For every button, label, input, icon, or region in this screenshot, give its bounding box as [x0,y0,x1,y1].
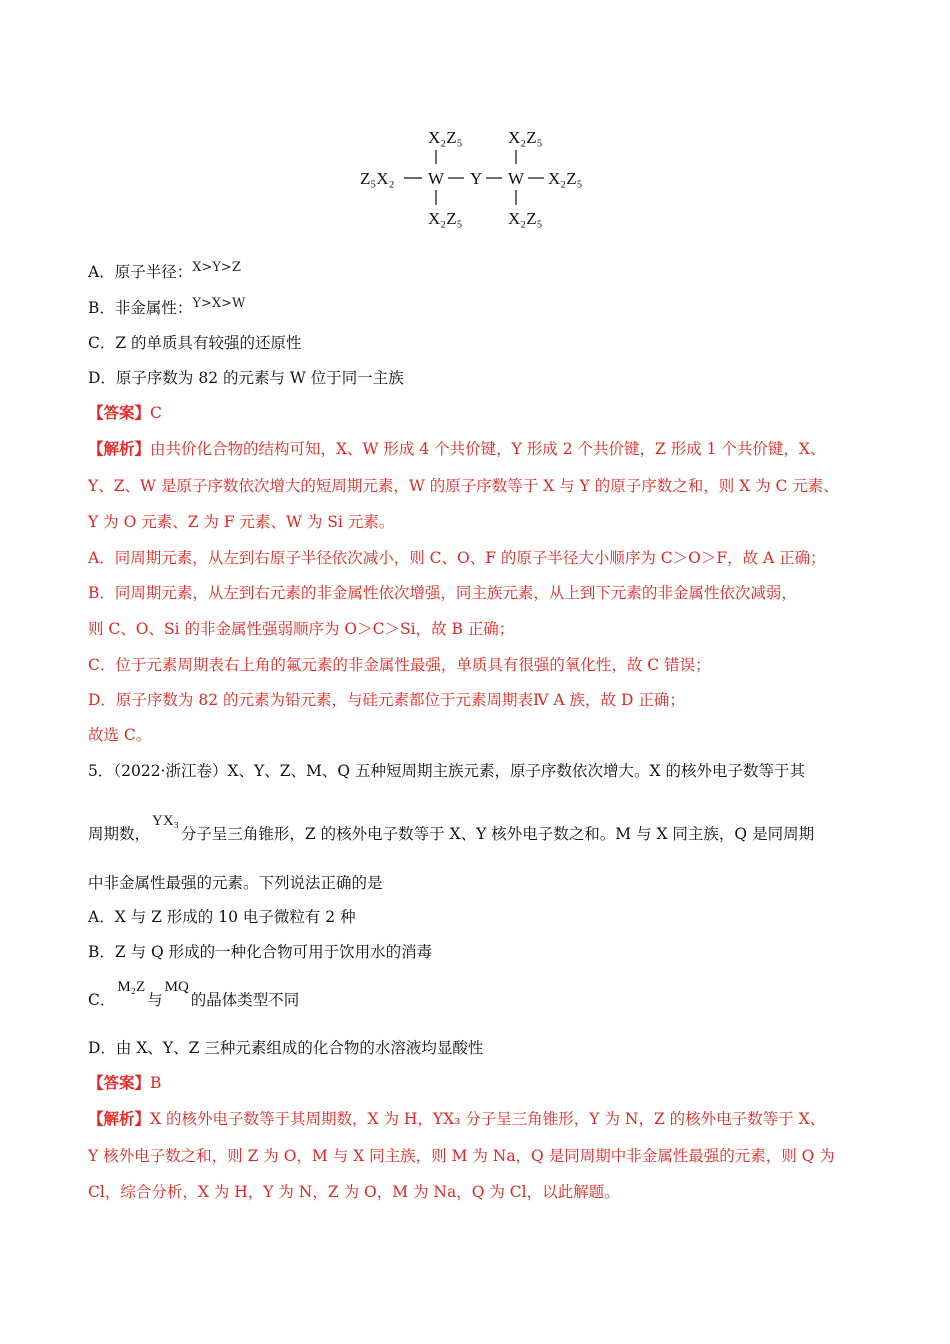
q5-option-b: B．Z 与 Q 形成的一种化合物可用于饮用水的消毒 [88,943,433,961]
q4-analysis-line-2: Y、Z、W 是原子序数依次增大的短周期元素，W 的原子序数等于 X 与 Y 的原子序数之和，则 X 为 C 元素、 [88,477,839,495]
q5-formula-m2z: M₂Z [117,979,146,995]
q4-analysis-line-1: 【解析】由共价化合物的结构可知，X、W 形成 4 个共价键，Y 形成 2 个共价键，Z 形成 1 个共价键，X、 [88,439,826,458]
q4-analysis-line-6: 则 C、O、Si 的非金属性强弱顺序为 O＞C＞Si，故 B 正确； [88,620,515,638]
q5-analysis-line-1: 【解析】X 的核外电子数等于其周期数，X 为 H，YX₃ 分子呈三角锥形，Y 为 N，Z 的核外电子数等于 X、 [88,1109,826,1128]
q5-analysis-line-3: Cl，综合分析，X 为 H，Y 为 N，Z 为 O，M 为 Na，Q 为 Cl，以此解题。 [88,1183,620,1201]
atom-w2: W [508,169,525,188]
group-top-left: X₂Z₅ [428,128,463,147]
q4-analysis-line-4: A．同周期元素，从左到右原子半径依次减小，则 C、O、F 的原子半径大小顺序为 C＞O＞F，故 A 正确； [88,549,826,567]
group-bottom-right: X₂Z₅ [508,209,543,228]
q4-analysis-line-5: B．同周期元素，从左到右元素的非金属性依次增强，同主族元素，从上到下元素的非金属性依次减弱， [88,584,797,602]
q5-formula-mq: MQ [164,979,189,995]
q4-option-a-formula: X>Y>Z [192,260,241,275]
structural-formula [0,0,950,240]
group-mid-right: X₂Z₅ [548,169,583,188]
group-bottom-left: X₂Z₅ [428,209,463,228]
q5-analysis-line-2: Y 核外电子数之和，则 Z 为 O，M 与 X 同主族，则 M 为 Na，Q 是同周期中非金属性最强的元素，则 Q 为 [88,1147,835,1165]
group-top-right: X₂Z₅ [508,128,543,147]
q4-analysis-line-3: Y 为 O 元素、Z 为 F 元素、W 为 Si 元素。 [88,513,395,531]
q5-option-c: C．M₂Z与MQ的晶体类型不同 [88,979,300,1009]
q4-analysis-line-9: 故选 C。 [88,726,152,744]
q4-option-b: B．非金属性：$^{Y>X>W}$ [88,296,246,317]
atom-y: Y [470,169,483,188]
q5-option-d: D．由 X、Y、Z 三种元素组成的化合物的水溶液均显酸性 [88,1039,484,1057]
q4-answer: 【答案】C [88,403,162,422]
q5-formula-yx3: YX₃ [152,813,179,829]
q5-stem-line-2: 周期数，YX₃分子呈三角锥形，Z 的核外电子数等于 X、Y 核外电子数之和。M 与 X 同主族，Q 是同周期 [88,813,815,843]
group-mid-left: Z₅X₂ [360,169,395,188]
q4-option-b-formula: Y>X>W [192,296,246,311]
atom-w1: W [428,169,445,188]
q4-analysis-line-7: C．位于元素周期表右上角的氟元素的非金属性最强，单质具有很强的氧化性，故 C 错误； [88,656,711,674]
q4-analysis-line-8: D．原子序数为 82 的元素为铅元素，与硅元素都位于元素周期表Ⅳ A 族，故 D 正确； [88,691,685,709]
q5-answer: 【答案】B [88,1073,162,1092]
q5-stem-line-1: 5．（2022·浙江卷）X、Y、Z、M、Q 五种短周期主族元素，原子序数依次增大。X 的核外电子数等于其 [88,762,805,780]
q5-option-a: A．X 与 Z 形成的 10 电子微粒有 2 种 [88,908,356,926]
q4-option-d: D．原子序数为 82 的元素与 W 位于同一主族 [88,369,404,387]
q4-option-a: A．原子半径：$^{X>Y>Z}$ [88,260,241,281]
q5-stem-line-3: 中非金属性最强的元素。下列说法正确的是 [88,874,383,892]
q4-option-c: C．Z 的单质具有较强的还原性 [88,334,302,352]
